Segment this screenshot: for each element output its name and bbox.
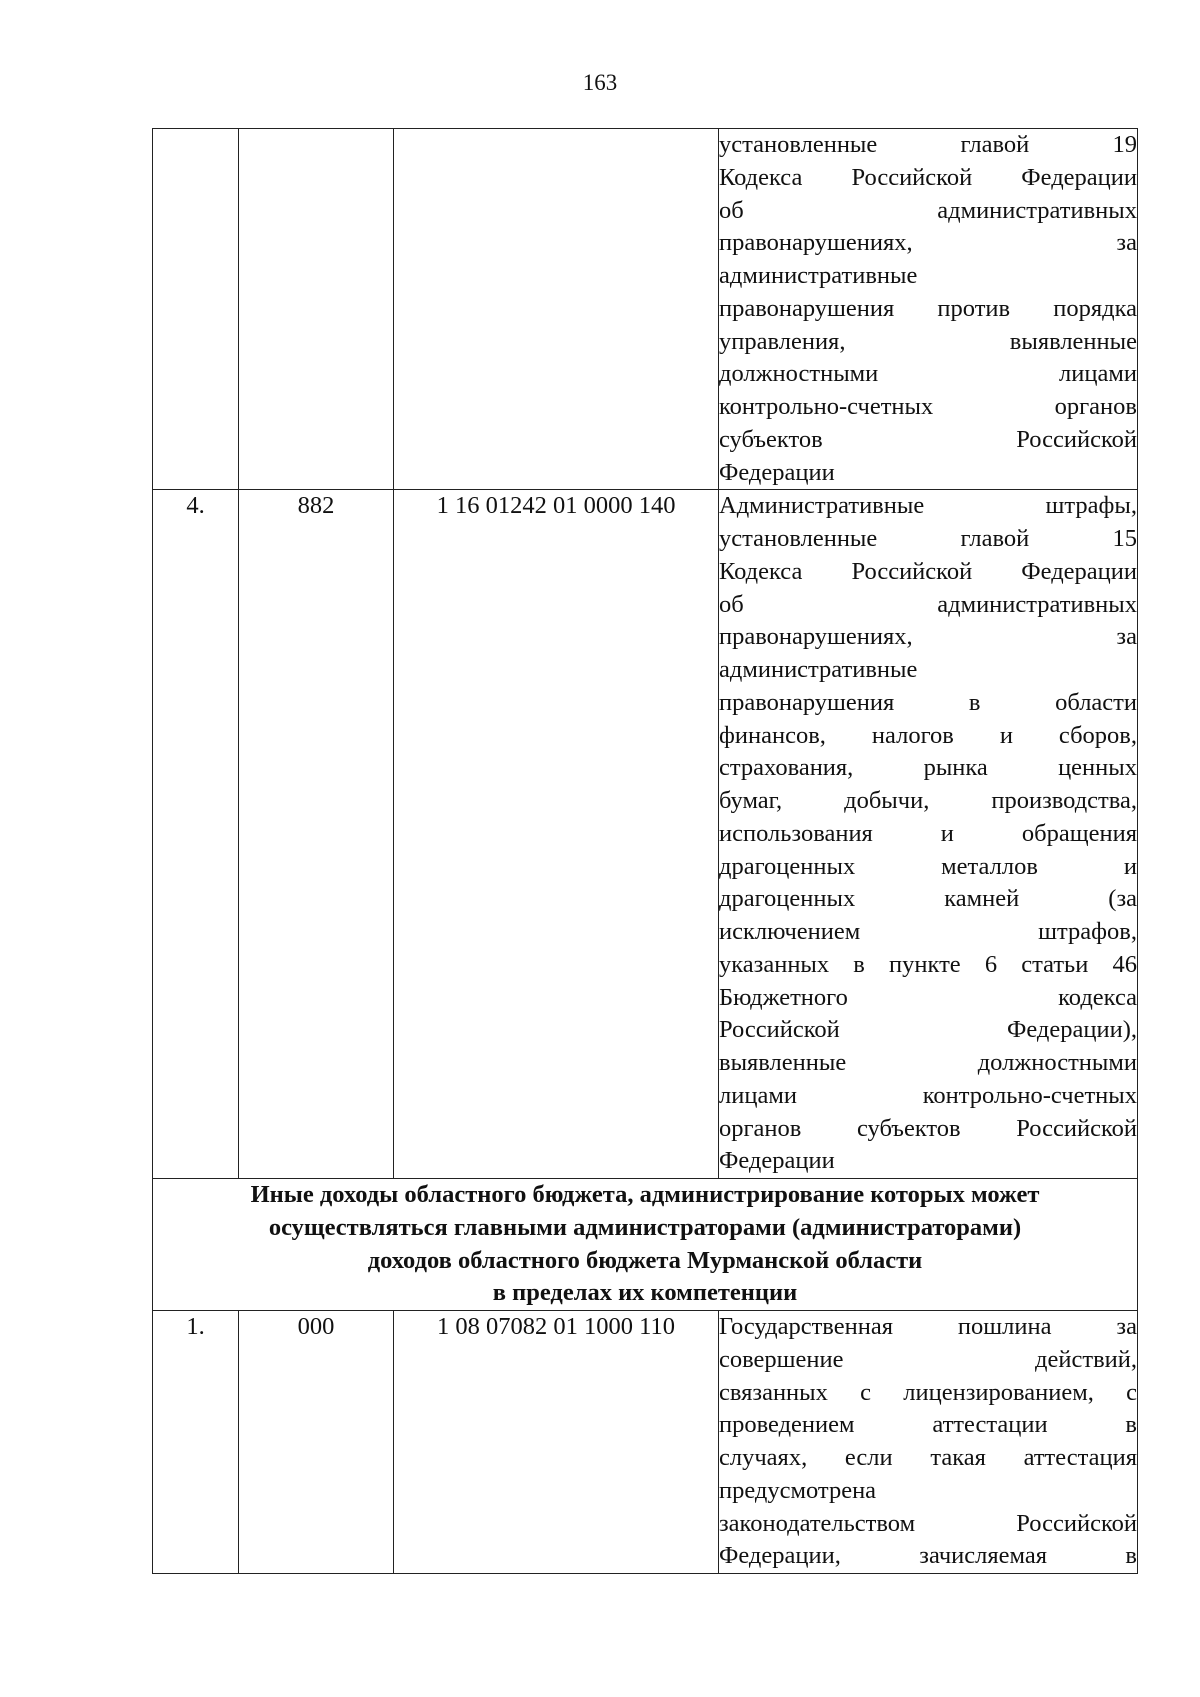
description-line: связанных с лицензированием, с xyxy=(719,1378,1137,1406)
section-header-row xyxy=(153,1179,1138,1311)
description-line: проведением аттестации в xyxy=(719,1411,1137,1439)
description-line: правонарушения в области xyxy=(719,688,1137,716)
admin-code-cell xyxy=(239,129,394,490)
admin-code-cell: 882 xyxy=(239,490,394,1179)
description-line: контрольно-счетных органов xyxy=(719,393,1137,420)
table-row xyxy=(153,1311,1138,1574)
description-line: об административных xyxy=(719,590,1137,618)
description-line: установленные главой 15 xyxy=(719,525,1137,552)
row-number-cell xyxy=(153,129,239,490)
description-line: драгоценных камней (за xyxy=(719,885,1137,913)
section-heading-line: Иные доходы областного бюджета, администрирование которых может xyxy=(250,1181,1040,1208)
row-number-cell: 1. xyxy=(153,1311,239,1574)
description-line: правонарушения против порядка xyxy=(719,294,1137,322)
table-row xyxy=(153,129,1138,490)
description-cell xyxy=(719,129,1138,490)
description-line: лицами контрольно-счетных xyxy=(719,1081,1137,1109)
description-line: совершение действий, xyxy=(719,1345,1137,1373)
budget-code-cell: 1 08 07082 01 1000 110 xyxy=(394,1311,719,1574)
description-line: выявленные должностными xyxy=(719,1049,1137,1076)
description-line: субъектов Российской xyxy=(719,425,1137,453)
revenue-table-body xyxy=(153,129,1138,1574)
description-line: бумаг, добычи, производства, xyxy=(719,787,1137,814)
description-line: Федерации xyxy=(719,1147,835,1175)
row-number-cell: 4. xyxy=(153,490,239,1179)
budget-code-cell: 1 16 01242 01 0000 140 xyxy=(394,490,719,1179)
description-cell xyxy=(719,490,1138,1179)
description-cell xyxy=(719,1311,1138,1574)
section-heading-line: в пределах их компетенции xyxy=(492,1279,798,1307)
description-line: предусмотрена xyxy=(719,1476,877,1504)
description-line: Государственная пошлина за xyxy=(719,1313,1137,1340)
section-heading xyxy=(153,1179,1138,1311)
admin-code-cell: 000 xyxy=(239,1311,394,1574)
description-line: об административных xyxy=(719,196,1137,224)
description-line: указанных в пункте 6 статьи 46 xyxy=(719,950,1137,978)
table-row xyxy=(153,490,1138,1179)
description-line: Бюджетного кодекса xyxy=(719,983,1137,1011)
description-line: правонарушениях, за xyxy=(719,229,1137,257)
description-line: использования и обращения xyxy=(719,819,1137,847)
section-heading-line: осуществляться главными администраторами (администраторами) xyxy=(268,1213,1022,1241)
page-number: 163 xyxy=(582,70,618,95)
description-line: установленные главой 19 xyxy=(719,131,1137,158)
description-line: Федерации xyxy=(719,458,835,486)
description-line: правонарушениях, за xyxy=(719,623,1137,651)
description-line: Российской Федерации), xyxy=(719,1016,1137,1044)
description-line: финансов, налогов и сборов, xyxy=(719,721,1137,749)
description-line: органов субъектов Российской xyxy=(719,1114,1137,1142)
description-line: исключением штрафов, xyxy=(719,918,1137,945)
description-line: законодательством Российской xyxy=(719,1509,1137,1537)
description-line: должностными лицами xyxy=(719,360,1137,388)
description-line: Федерации, зачисляемая в xyxy=(719,1542,1137,1570)
budget-code-cell xyxy=(394,129,719,490)
description-line: административные xyxy=(719,262,918,289)
description-line: административные xyxy=(719,656,918,683)
description-line: Кодекса Российской Федерации xyxy=(719,557,1137,585)
description-line: управления, выявленные xyxy=(719,327,1137,355)
description-line: страхования, рынка ценных xyxy=(719,754,1137,782)
description-line: драгоценных металлов и xyxy=(719,852,1137,880)
description-line: Административные штрафы, xyxy=(719,492,1137,520)
revenue-table xyxy=(152,128,1138,1574)
description-line: случаях, если такая аттестация xyxy=(719,1444,1137,1471)
description-line: Кодекса Российской Федерации xyxy=(719,163,1137,191)
section-heading-line: доходов областного бюджета Мурманской области xyxy=(367,1246,923,1274)
